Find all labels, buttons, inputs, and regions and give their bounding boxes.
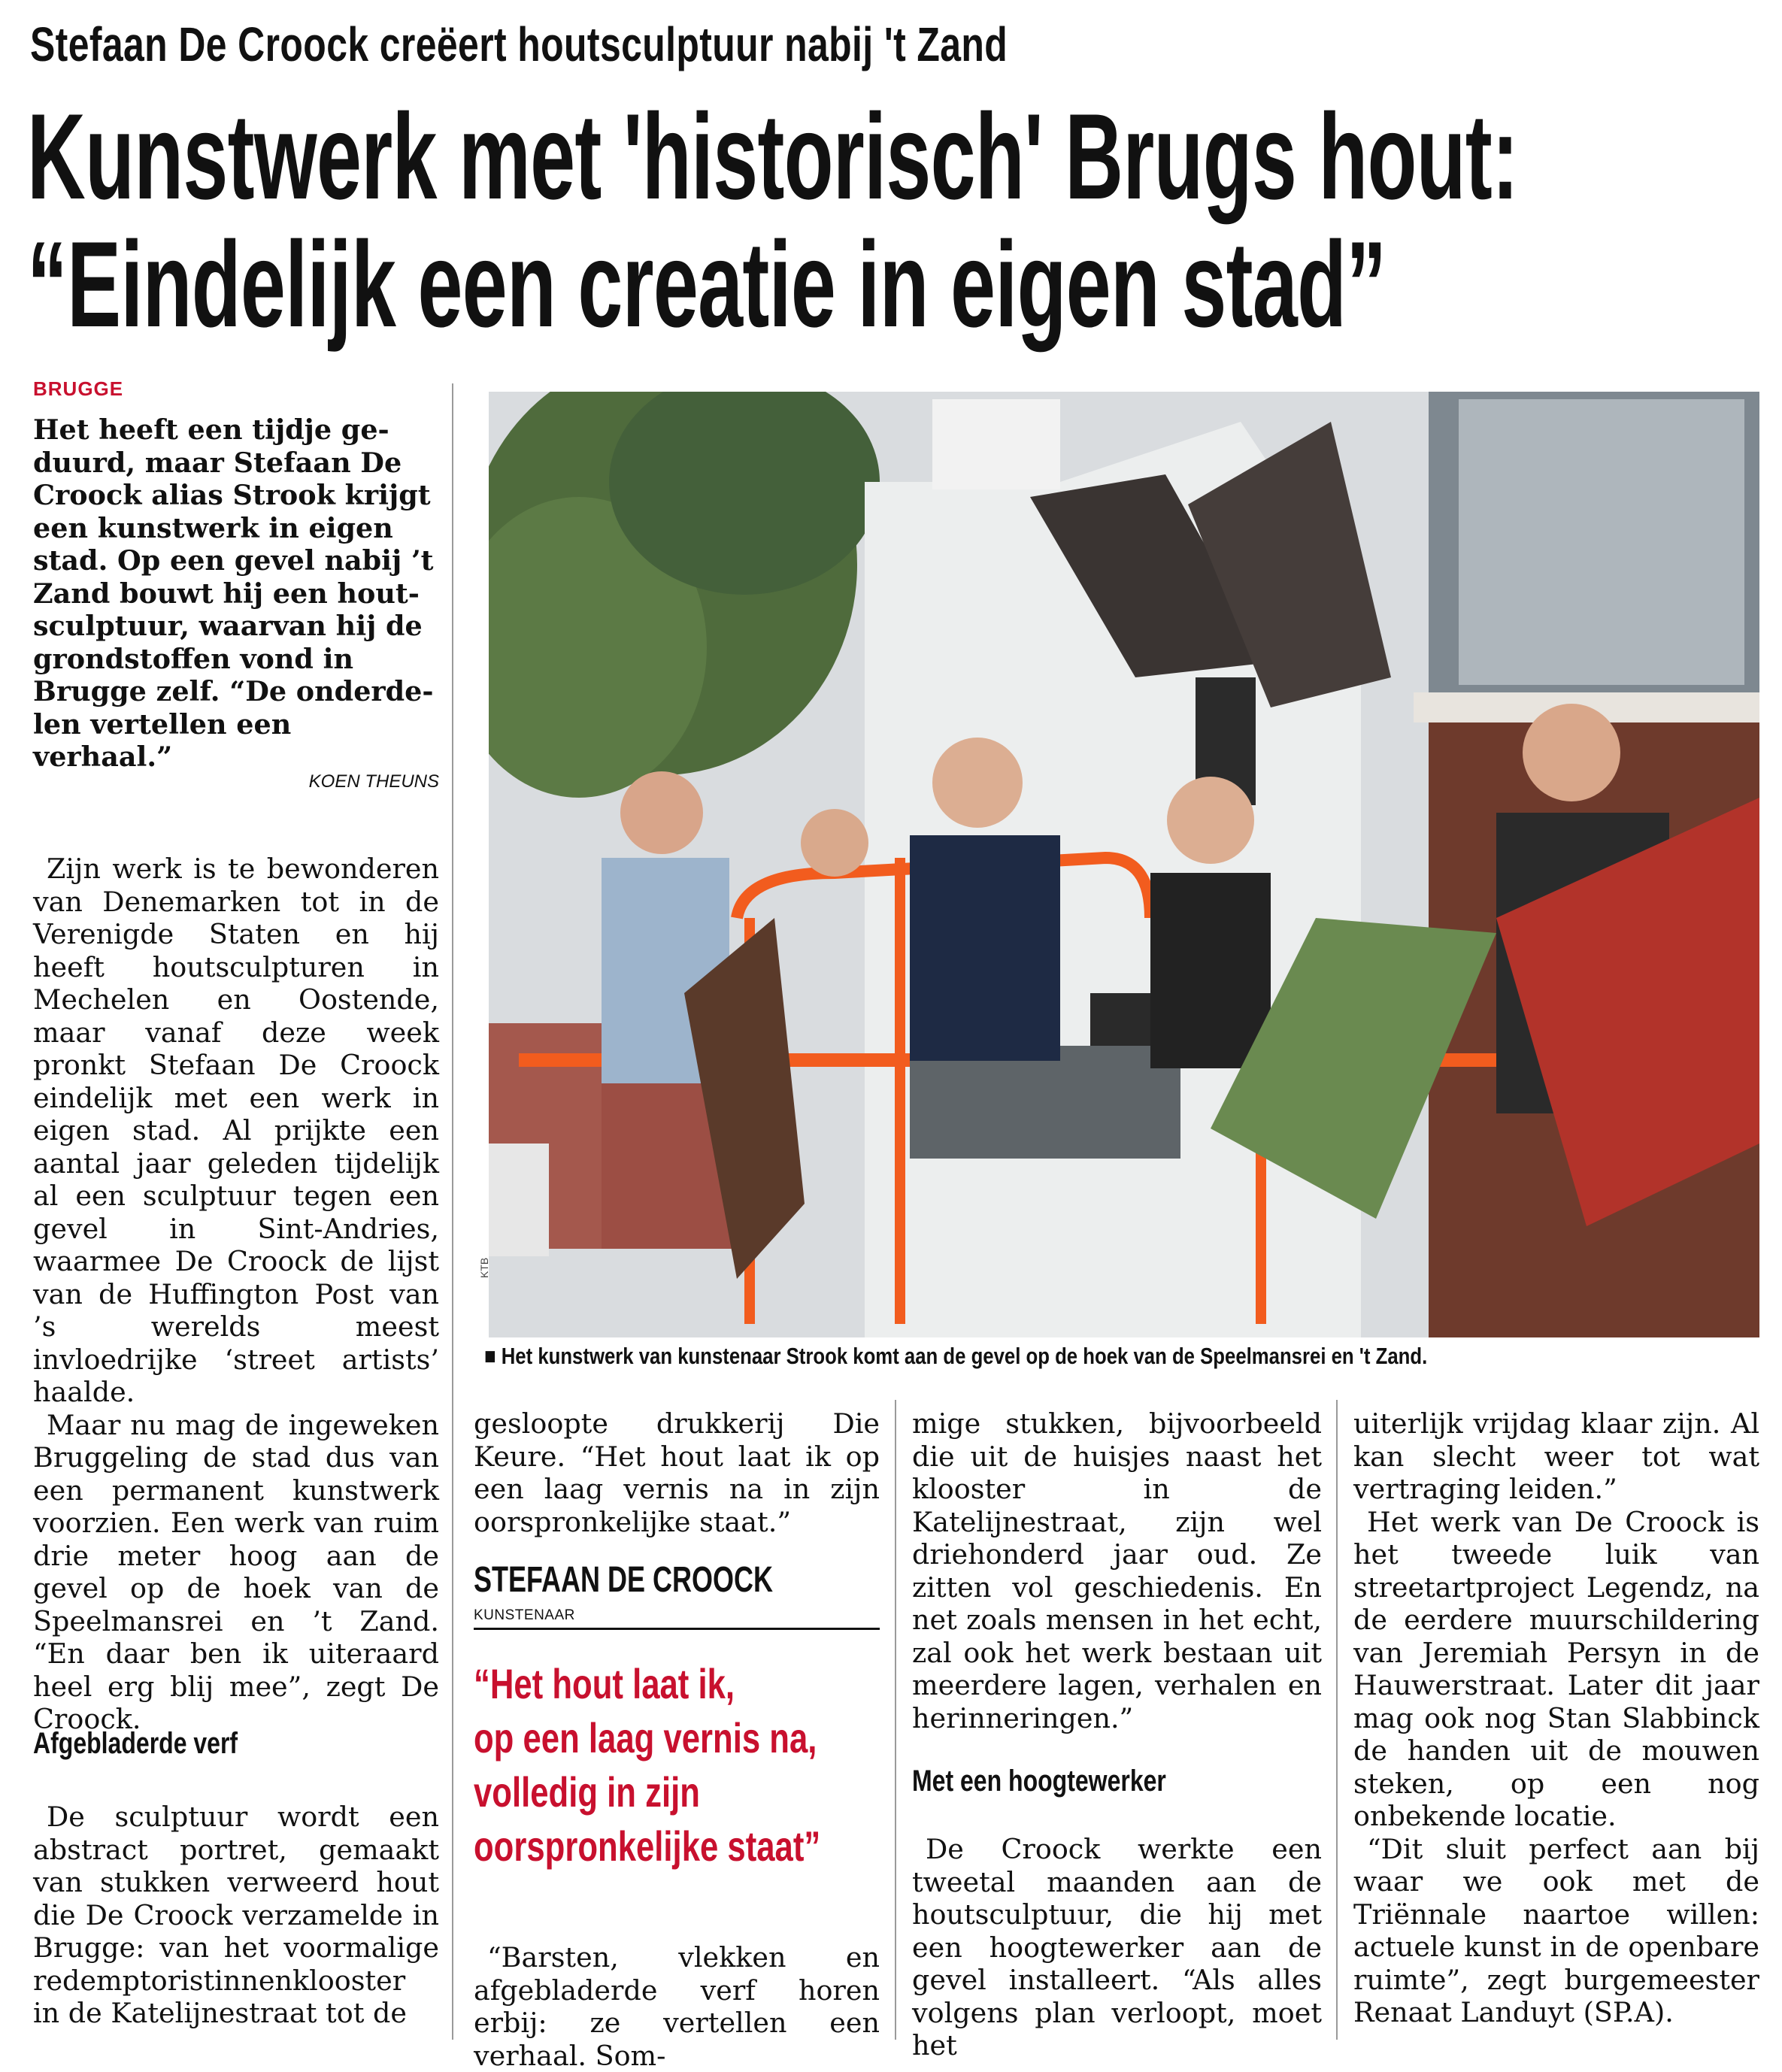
subhead-afgebladerde-verf: Afgebladerde verf	[33, 1727, 238, 1760]
body-column-1	[33, 853, 439, 1736]
intro-line: stad. Op een gevel nabij ’t	[33, 544, 434, 577]
body-column-4	[1353, 1407, 1759, 2029]
intro-line: Zand bouwt hij een hout-	[33, 577, 420, 610]
intro-line: duurd, maar Stefaan De	[33, 446, 402, 479]
quote-person-name: STEFAAN DE CROOCK	[474, 1560, 774, 1600]
paragraph: mige stukken, bijvoorbeeld die uit de huisjes naast het klooster in de Katelijnestraat, zijn wel driehonderd jaar oud. Ze zitten vol geschiedenis. En net zoals mensen in het echt, zal ook het werk bestaan uit meerdere lagen, verhalen en herinneringen.”	[912, 1407, 1322, 1734]
headline-line-2: “Eindelijk een creatie in eigen stad”	[27, 217, 1387, 353]
location-label: BRUGGE	[33, 377, 124, 400]
article-photo	[489, 392, 1759, 1337]
paragraph: “Barsten, vlekken en afgebladerde verf horen erbij: ze vertellen een verhaal. Som-	[474, 1941, 880, 2072]
photo-caption	[484, 1343, 1427, 1370]
paragraph: Maar nu mag de ingeweken Bruggeling de stad dus van een permanent kunstwerk voorzien. Een werk van ruim drie meter hoog aan de gevel op de hoek van de Speelmansrei en ’t Zand. “En daar ben ik uiteraard heel erg blij mee”, zegt De Croock.	[33, 1408, 439, 1735]
pull-quote	[474, 1657, 884, 1874]
column-rule-1	[452, 383, 453, 2040]
body-column-3	[912, 1407, 1322, 1734]
intro-line: Brugge zelf. “De onderde-	[33, 675, 434, 707]
kicker: Stefaan De Croock creëert houtsculptuur nabij 't Zand	[30, 17, 1008, 71]
intro-line: een kunstwerk in eigen	[33, 511, 393, 544]
quote-divider	[474, 1628, 880, 1630]
photo-illustration	[489, 392, 1759, 1337]
intro-lead	[33, 413, 439, 774]
paragraph: gesloopte drukkerij Die Keure. “Het hout laat ik op een laag vernis na in zijn oorspronkelijke staat.”	[474, 1407, 880, 1538]
intro-line: len vertellen een verhaal.”	[33, 707, 292, 773]
photo-credit: KTB	[478, 1257, 490, 1278]
byline: KOEN THEUNS	[308, 771, 439, 792]
pull-quote-line: oorspronkelijke staat”	[474, 1822, 821, 1870]
pull-quote-line: volledig in zijn	[474, 1768, 700, 1816]
intro-line: sculptuur, waarvan hij de	[33, 610, 423, 642]
paragraph: Het werk van De Croock is het tweede luik van streetartproject Legendz, na de eerdere muurschildering van Jeremiah Persyn in de Hauwerstraat. Later dit jaar mag ook nog Stan Slabbinck de handen uit de mouwen steken, op een nog onbekende locatie.	[1353, 1505, 1759, 1832]
pull-quote-line: “Het hout laat ik,	[474, 1660, 735, 1707]
pull-quote-line: op een laag vernis na,	[474, 1714, 817, 1762]
paragraph: uiterlijk vrijdag klaar zijn. Al kan slecht weer tot wat vertraging leiden.”	[1353, 1407, 1759, 1505]
caption-bullet: ■	[484, 1343, 496, 1369]
column-rule-3	[1336, 1400, 1338, 2040]
body-column-1-continued	[33, 1801, 439, 2030]
paragraph: De Croock werkte een tweetal maanden aan de houtsculptuur, die hij met een hoogtewerker aan de gevel installeert. “Als alles volgens plan verloopt, moet het	[912, 1833, 1322, 2061]
intro-line: Croock alias Strook krijgt	[33, 479, 431, 511]
paragraph: Zijn werk is te bewonderen van Denemarken tot in de Verenigde Staten en hij heeft houtsculpturen in Mechelen en Oostende, maar vanaf deze week pronkt Stefaan De Croock eindelijk met een werk in eigen stad. Al prijkte een aantal jaar geleden tijdelijk al een sculptuur tegen een gevel in Sint-Andries, waarmee De Croock de lijst van de Huffington Post van ’s werelds meest invloedrijke ‘street artists’ haalde.	[33, 853, 439, 1408]
caption-text: Het kunstwerk van kunstenaar Strook komt aan de gevel op de hoek van de Speelmansrei en 't Zand.	[501, 1343, 1428, 1369]
column-rule-2	[895, 1400, 896, 2040]
paragraph: “Dit sluit perfect aan bij waar we ook met de Triënnale naartoe willen: actuele kunst in de openbare ruimte”, zegt burgemeester Renaat Landuyt (SP.A).	[1353, 1832, 1759, 2028]
intro-line: grondstoffen vond in	[33, 642, 354, 675]
paragraph: De sculptuur wordt een abstract portret, gemaakt van stukken verweerd hout die De Croock verzamelde in Brugge: van het voormalige redemptoristinnenklooster in de Katelijnestraat tot de	[33, 1801, 439, 2029]
body-column-3-continued	[912, 1833, 1322, 2062]
body-column-2	[474, 1407, 880, 1538]
body-column-2-continued	[474, 1941, 880, 2072]
intro-line: Het heeft een tijdje ge-	[33, 413, 389, 446]
subhead-met-een-hoogtewerker: Met een hoogtewerker	[912, 1765, 1166, 1798]
quote-person-role: KUNSTENAAR	[474, 1607, 575, 1623]
headline-line-1: Kunstwerk met 'historisch' Brugs hout:	[27, 89, 1519, 225]
